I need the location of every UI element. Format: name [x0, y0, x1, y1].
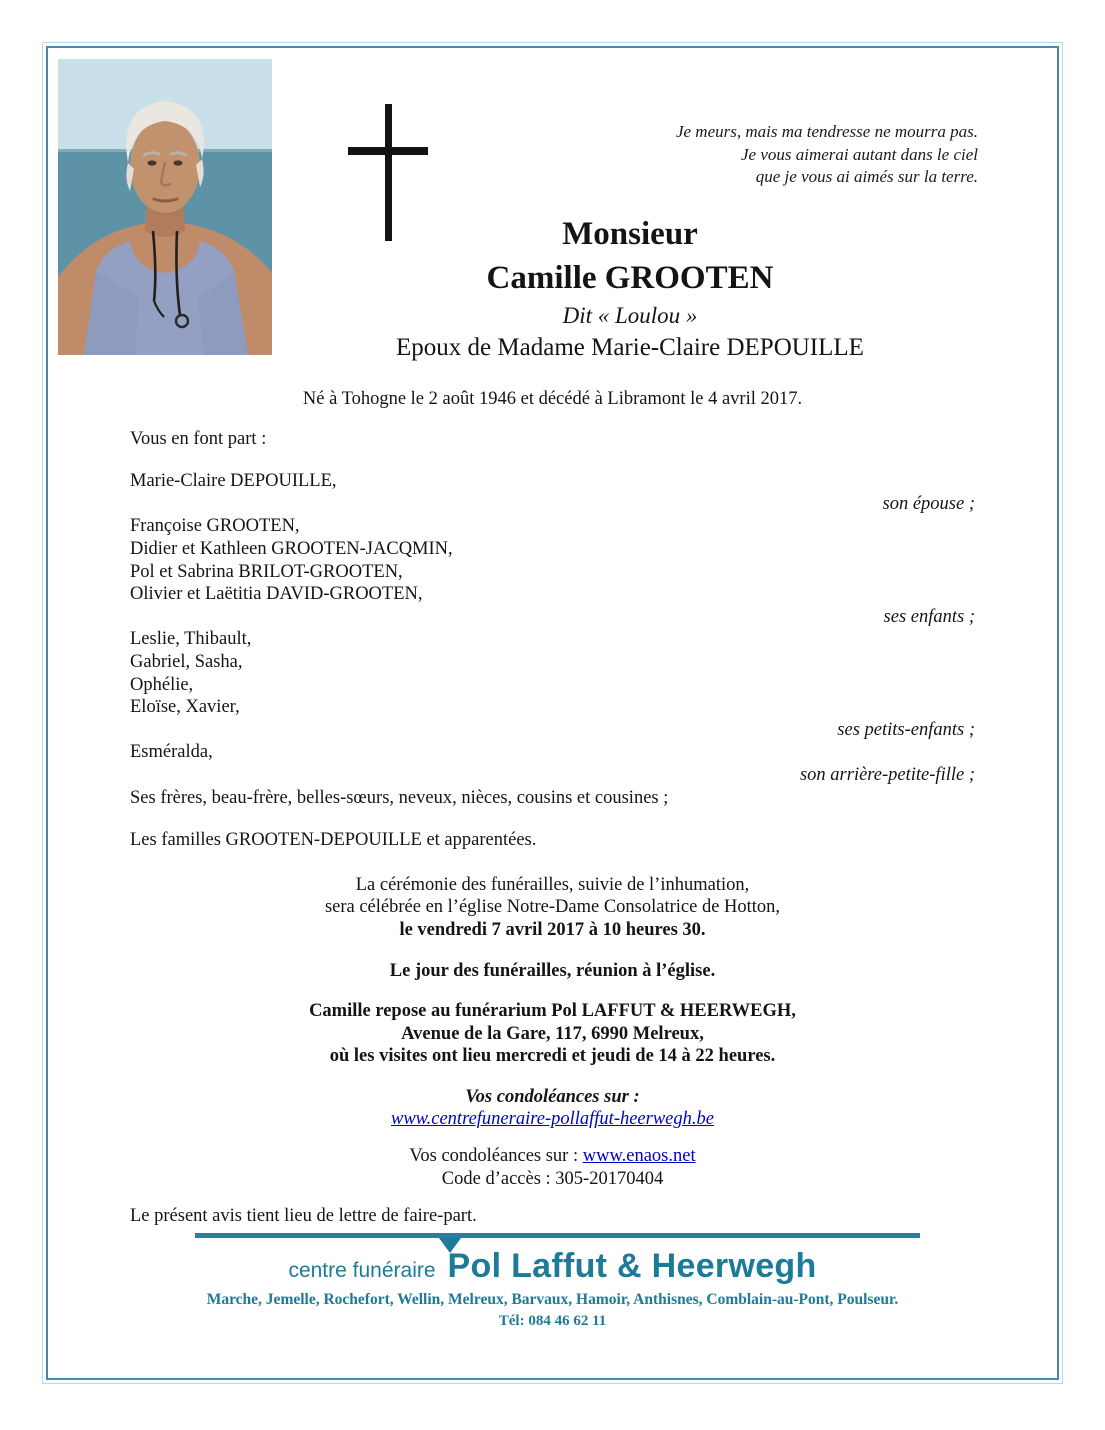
relation-label: ses enfants ; — [883, 606, 975, 627]
footer-divider-bar — [195, 1233, 920, 1238]
family-group-grandchildren — [130, 628, 975, 741]
funeral-home-logo — [0, 1247, 1105, 1286]
family-member: Esméralda, — [130, 742, 213, 763]
brand-large-text: Pol Laffut & Heerwegh — [447, 1247, 817, 1285]
family-member: Françoise GROOTEN, — [130, 516, 300, 537]
closing-line: Le présent avis tient lieu de lettre de faire-part. — [130, 1206, 477, 1227]
repose-block — [130, 1000, 975, 1068]
brand-large-wrap — [448, 1247, 817, 1286]
triangle-down-icon — [439, 1238, 461, 1253]
footer-locations: Marche, Jemelle, Rochefort, Wellin, Melreux, Barvaux, Hamoir, Anthisnes, Comblain-au-Pont, Poulseur. — [206, 1291, 899, 1308]
family-member: Gabriel, Sasha, — [130, 651, 243, 672]
quote-line-1: Je meurs, mais ma tendresse ne mourra pas. — [675, 122, 978, 141]
enaos-prefix: Vos condoléances sur : — [409, 1146, 583, 1167]
title-block — [255, 212, 1005, 365]
deceased-name: Camille GROOTEN — [486, 260, 774, 296]
quote-line-2: Je vous aimerai autant dans le ciel — [740, 144, 978, 164]
relation-label: son arrière-petite-fille ; — [799, 764, 975, 785]
family-member: Eloïse, Xavier, — [130, 697, 240, 718]
relatives-line: Ses frères, beau-frère, belles-sœurs, neveux, nièces, cousins et cousines ; — [130, 787, 669, 808]
deceased-portrait-photo — [58, 59, 272, 355]
cross-horizontal-bar — [348, 147, 428, 155]
family-member: Pol et Sabrina BRILOT-GROOTEN, — [130, 561, 403, 582]
title-civility: Monsieur — [562, 216, 698, 252]
repose-line-3: où les visites ont lieu mercredi et jeudi de 14 à 22 heures. — [329, 1046, 776, 1067]
repose-line-1: Camille repose au funérarium Pol LAFFUT & HEERWEGH, — [309, 1001, 796, 1022]
condolences-link-line — [130, 1108, 975, 1131]
enaos-line — [130, 1145, 975, 1168]
funeral-home-website-link[interactable]: www.centrefuneraire-pollaffut-heerwegh.be — [390, 1109, 714, 1130]
condolences-block-2 — [130, 1145, 975, 1190]
ceremony-date-line: le vendredi 7 avril 2017 à 10 heures 30. — [399, 919, 706, 940]
birth-death-line: Né à Tohogne le 2 août 1946 et décédé à Libramont le 4 avril 2017. — [302, 389, 803, 409]
access-code-line: Code d’accès : 305-20170404 — [441, 1168, 664, 1189]
family-group-great-granddaughter — [130, 741, 975, 786]
family-member: Ophélie, — [130, 674, 194, 695]
brand-small-text: centre funéraire — [288, 1259, 436, 1282]
family-member: Olivier et Laëtitia DAVID-GROOTEN, — [130, 584, 423, 605]
ceremony-line-1: La cérémonie des funérailles, suivie de l’inhumation, — [355, 874, 750, 895]
family-member: Leslie, Thibault, — [130, 629, 252, 650]
family-group-spouse — [130, 470, 975, 515]
footer-phone: Tél: 084 46 62 11 — [498, 1313, 607, 1329]
portrait-photo-illustration — [58, 59, 272, 355]
deceased-nickname: Dit « Loulou » — [562, 303, 698, 328]
enaos-link[interactable]: www.enaos.net — [582, 1146, 696, 1167]
condolences-block-1 — [130, 1086, 975, 1131]
families-line: Les familles GROOTEN-DEPOUILLE et apparentées. — [130, 830, 537, 851]
ceremony-line-2: sera célébrée en l’église Notre-Dame Consolatrice de Hotton, — [324, 897, 781, 918]
repose-line-2: Avenue de la Gare, 117, 6990 Melreux, — [401, 1023, 704, 1044]
condolences-label: Vos condoléances sur : — [465, 1086, 640, 1107]
memorial-quote — [676, 121, 978, 189]
family-member: Didier et Kathleen GROOTEN-JACQMIN, — [130, 538, 453, 559]
spouse-line: Epoux de Madame Marie-Claire DEPOUILLE — [396, 334, 864, 361]
quote-line-3: que je vous ai aimés sur la terre. — [755, 167, 978, 186]
relation-label: ses petits-enfants ; — [837, 719, 975, 740]
family-member: Marie-Claire DEPOUILLE, — [130, 471, 337, 492]
family-group-children — [130, 515, 975, 628]
intro-line: Vous en font part : — [130, 428, 267, 449]
ceremony-block — [130, 874, 975, 942]
announcement-body — [130, 388, 975, 1228]
relation-label: son épouse ; — [882, 493, 975, 514]
meeting-line: Le jour des funérailles, réunion à l’église. — [389, 961, 716, 982]
